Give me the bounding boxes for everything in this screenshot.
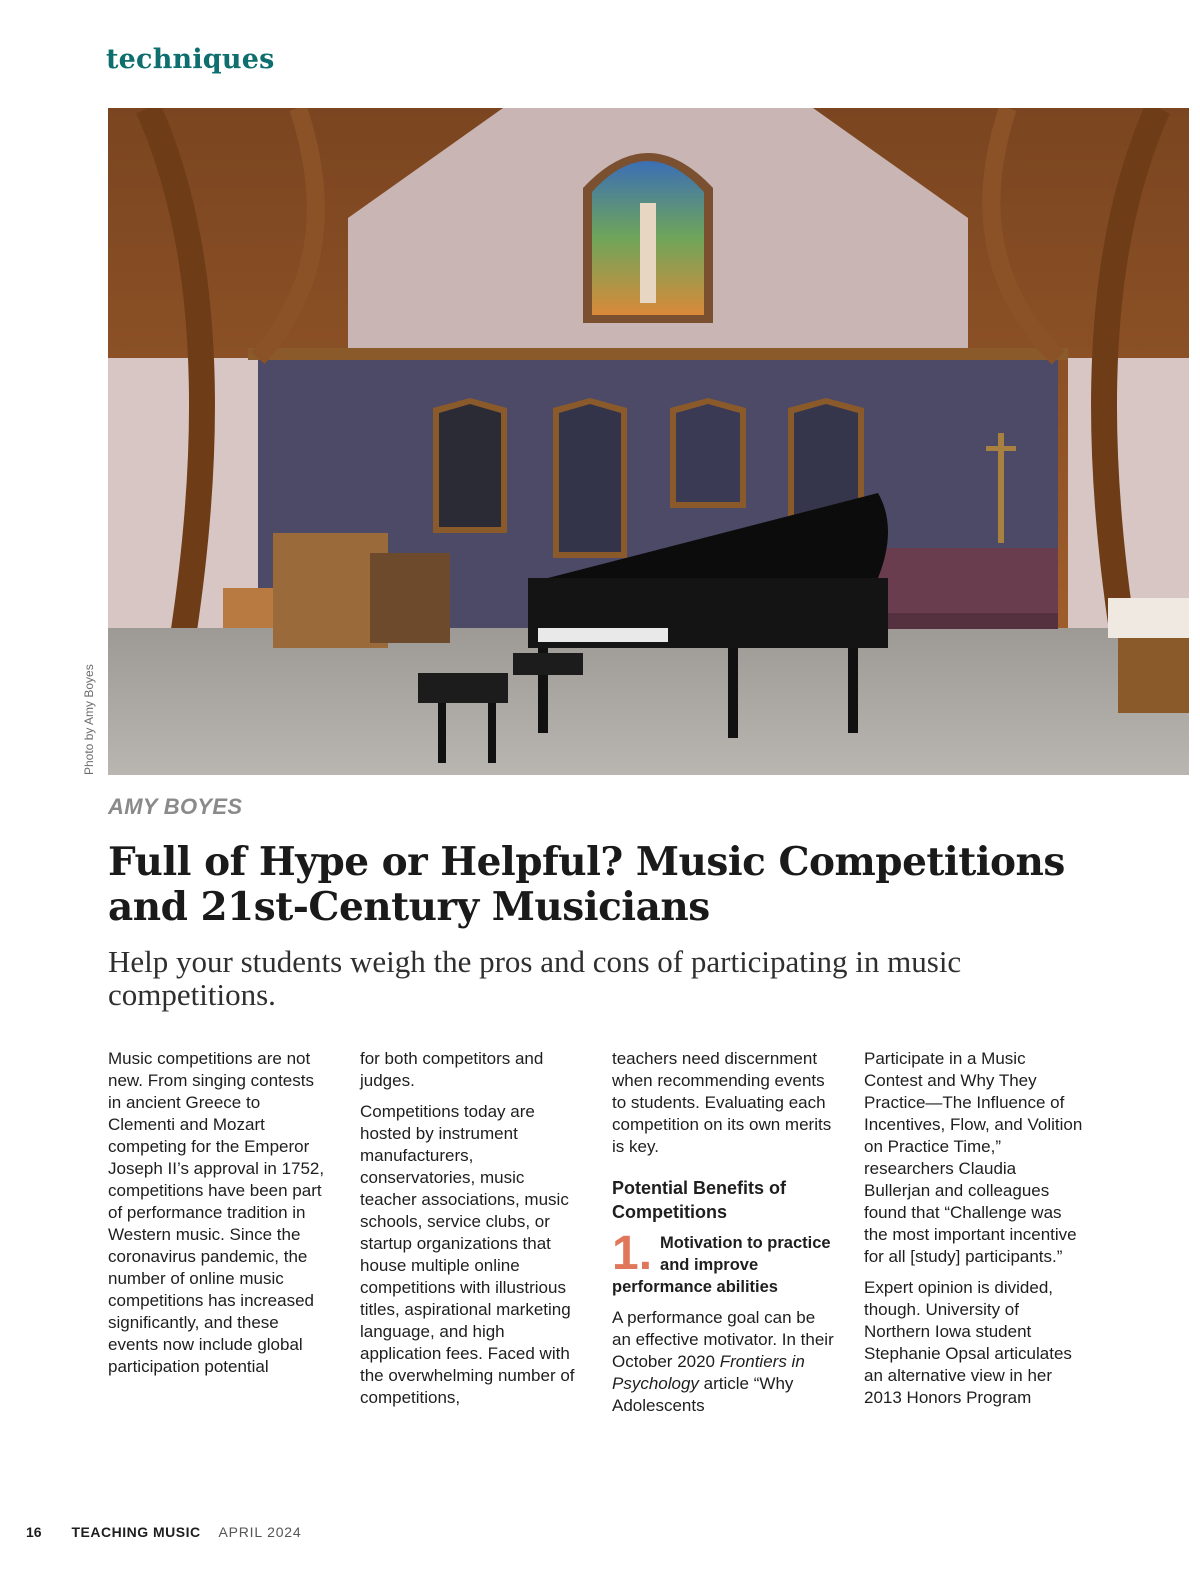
section-subhead: Potential Benefits of Competitions	[612, 1178, 787, 1222]
article-headline: Full of Hype or Helpful? Music Competitions and 21st-Century Musicians	[108, 839, 1065, 930]
magazine-name: TEACHING MUSIC	[71, 1524, 201, 1540]
issue-date: APRIL 2024	[218, 1524, 302, 1540]
body-column-1	[108, 1048, 330, 1387]
text-run: A performance goal can be an effective motivator. In their October 2020	[612, 1308, 834, 1371]
grand-piano-photo	[108, 108, 1189, 775]
body-paragraph: Music competitions are not new. From singing contests in ancient Greece to Clementi and Mozart competing for the Emperor Joseph II’s approval in 1752, competitions have been part of performance tradition in Western music. Since the coronavirus pandemic, the number of online music competitions has increased significantly, and these events now include global participation potential	[108, 1049, 325, 1376]
article-photo	[108, 108, 1189, 775]
body-paragraph: teachers need discernment when recommending events to students. Evaluating each competition on its own merits is key.	[612, 1049, 832, 1156]
text-run: article “Why Adolescents	[612, 1374, 794, 1415]
publication-title: Frontiers in Psychology	[612, 1352, 805, 1393]
body-column-4	[864, 1048, 1086, 1418]
body-paragraph: Expert opinion is divided, though. University of Northern Iowa student Stephanie Opsal articulates an alternative view in her 2013 Honors Program	[864, 1278, 1072, 1407]
page-number: 16	[26, 1524, 42, 1540]
section-label: techniques	[106, 44, 275, 75]
body-paragraph	[612, 1307, 834, 1417]
benefit-title: Motivation to practice and improve performance abilities	[612, 1234, 831, 1296]
body-column-3	[612, 1048, 834, 1426]
body-paragraph: for both competitors and judges.	[360, 1049, 544, 1090]
body-paragraph: Competitions today are hosted by instrument manufacturers, conservatories, music teacher associations, music schools, service clubs, or startup organizations that house multiple online competitions with illustrious titles, aspirational marketing language, and high application fees. Faced with the overwhelming number of competitions,	[360, 1102, 575, 1407]
photo-credit: Photo by Amy Boyes	[82, 664, 96, 775]
benefit-number: 1.	[612, 1232, 653, 1280]
page-footer	[26, 1524, 301, 1540]
body-paragraph: Participate in a Music Contest and Why They Practice—The Influence of Incentives, Flow, and Volition on Practice Time,” researchers Claudia Bullerjan and colleagues found that “Challenge was the most important incentive for all [study] participants.”	[864, 1049, 1083, 1266]
article-deck: Help your students weigh the pros and cons of participating in music competitions.	[108, 944, 962, 1012]
body-column-2	[360, 1048, 582, 1418]
numbered-benefit	[612, 1232, 834, 1298]
author-byline: AMY BOYES	[108, 794, 243, 819]
